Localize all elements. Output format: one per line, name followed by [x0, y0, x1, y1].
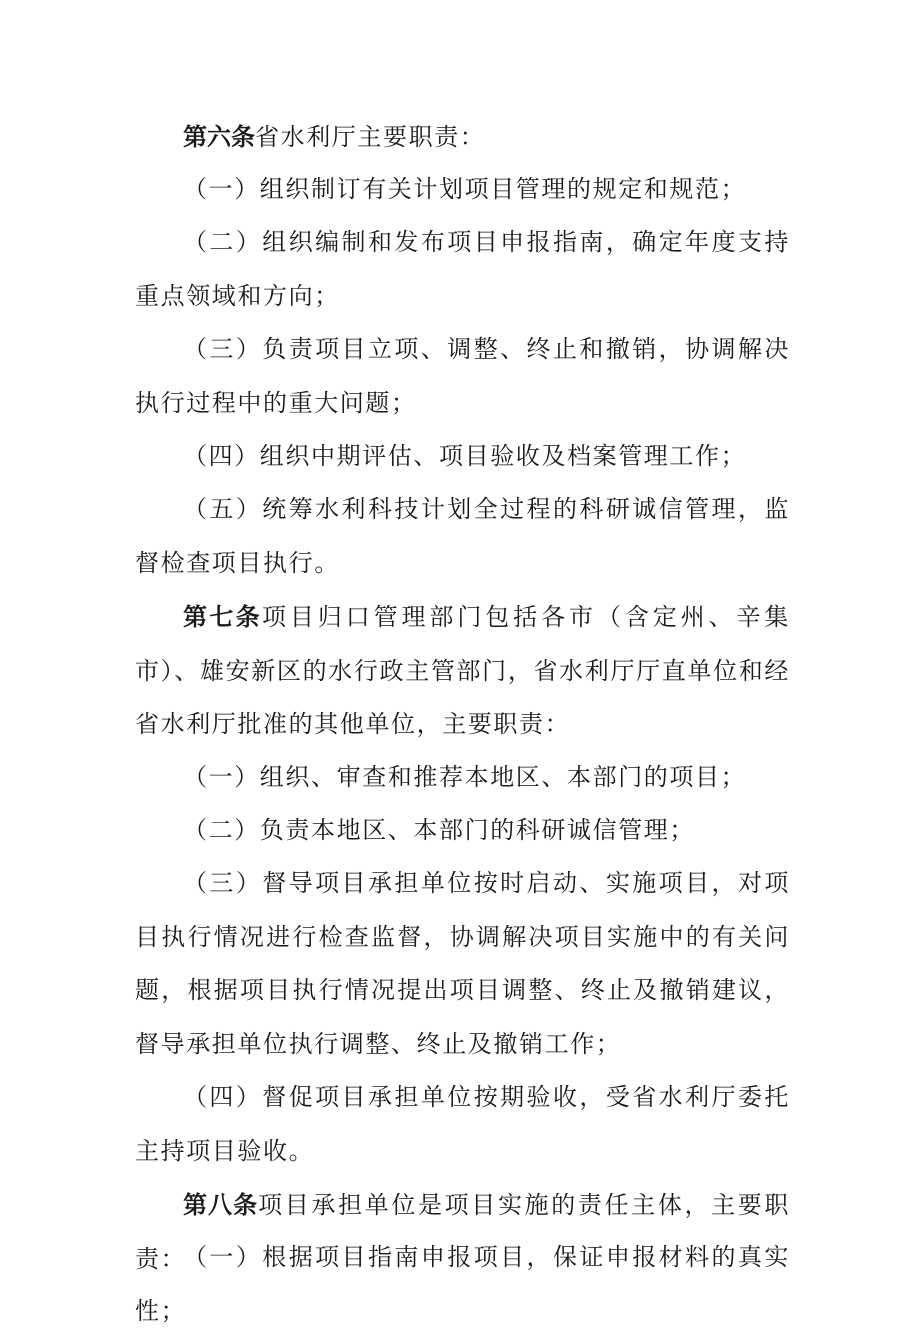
article-8-item-1: （一）根据项目指南申报项目，保证申报材料的真实性； — [135, 1243, 790, 1325]
article-7-item-3: （三）督导项目承担单位按时启动、实施项目，对项目执行情况进行检查监督，协调解决项目实施中的有关问题，根据项目执行情况提出项目调整、终止及撤销建议，督导承担单位执行调整、终止及撤销工作； — [135, 869, 790, 1058]
article-6-intro-text: 省水利厅主要职责： — [255, 123, 486, 151]
article-7-item-2: （二）负责本地区、本部门的科研诚信管理； — [183, 816, 695, 844]
article-7-item-4: （四）督促项目承担单位按期验收，受省水利厅委托主持项目验收。 — [135, 1083, 790, 1165]
article-8-heading: 第八条 — [183, 1190, 259, 1219]
article-7-intro-text: 项目归口管理部门包括各市（含定州、辛集市）、雄安新区的水行政主管部门，省水利厅厅直单位和经省水利厅批准的其他单位，主要职责： — [135, 603, 791, 738]
article-6-item-1: （一）组织制订有关计划项目管理的规定和规范； — [183, 175, 747, 203]
article-6-heading: 第六条 — [183, 122, 255, 151]
article-7-item-1: （一）组织、审查和推荐本地区、本部门的项目； — [183, 763, 747, 791]
article-6-item-5: （五）统筹水利科技计划全过程的科研诚信管理，监督检查项目执行。 — [135, 495, 790, 577]
article-6-item-2: （二）组织编制和发布项目申报指南，确定年度支持重点领域和方向； — [135, 228, 790, 310]
article-8-intro-text: 项目承担单位是项目实施的责任主体，主要职责： — [135, 1191, 791, 1273]
article-6-item-4: （四）组织中期评估、项目验收及档案管理工作； — [183, 442, 747, 470]
article-6-intro — [135, 110, 790, 165]
article-7-intro — [135, 590, 790, 752]
article-7-heading: 第七条 — [183, 602, 262, 631]
article-6-item-3: （三）负责项目立项、调整、终止和撤销，协调解决执行过程中的重大问题； — [135, 335, 790, 417]
